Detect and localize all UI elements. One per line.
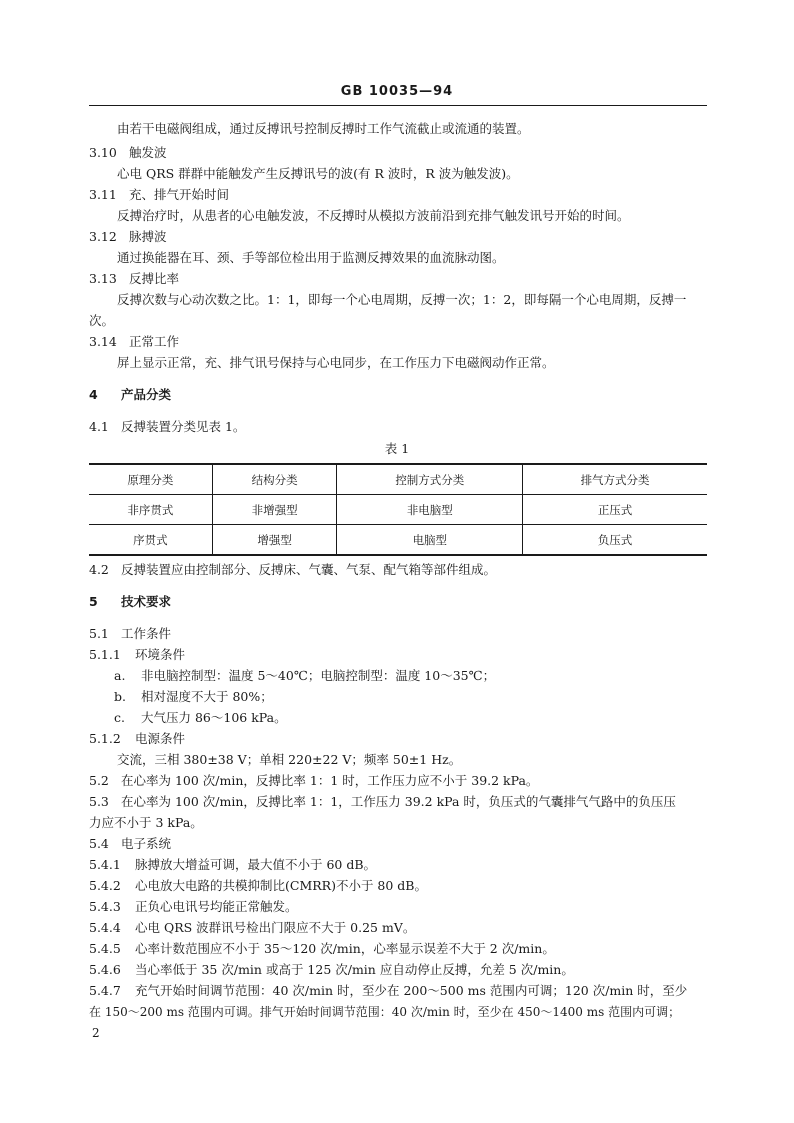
list-label: a. — [114, 668, 126, 683]
section-number: 5.4.2 — [89, 878, 121, 893]
paragraph-line: 交流，三相 380±38 V；单相 220±22 V；频率 50±1 Hz。 — [117, 752, 462, 767]
section-number: 3.12 — [89, 229, 117, 244]
list-text: 非电脑控制型：温度 5～40℃；电脑控制型：温度 10～35℃； — [141, 668, 496, 683]
section-heading-3-14 — [89, 334, 179, 350]
document-header: GB 10035—94 — [340, 84, 454, 99]
clause-title: 环境条件 — [135, 647, 186, 662]
clause-title: 电源条件 — [135, 731, 186, 746]
section-title: 触发波 — [129, 145, 167, 160]
section-heading-3-12 — [89, 229, 167, 245]
list-text: 相对湿度不大于 80%； — [141, 689, 273, 704]
clause-text: 充气开始时间调节范围：40 次/min 时，至少在 200～500 ms 范围内可调；120 次/min 时，至少 — [135, 983, 688, 998]
paragraph-line: 力应不小于 3 kPa。 — [89, 815, 203, 830]
clause-5-4-5 — [89, 941, 555, 957]
section-heading-3-10 — [89, 145, 167, 161]
clause-5-4-2 — [89, 878, 427, 894]
table-header-cell: 原理分类 — [89, 464, 212, 495]
clause-text: 在心率为 100 次/min，反搏比率 1：1，工作压力 39.2 kPa 时，负压式的气囊排气气路中的负压压 — [121, 794, 676, 809]
clause-text: 当心率低于 35 次/min 或高于 125 次/min 应自动停止反搏，允差 5 次/min。 — [135, 962, 574, 977]
section-number: 5.1.2 — [89, 731, 121, 746]
clause-5-1-1 — [89, 647, 185, 663]
section-number: 3.10 — [89, 145, 117, 160]
clause-text: 心率计数范围应不小于 35～120 次/min，心率显示误差不大于 2 次/min。 — [135, 941, 555, 956]
clause-text: 反搏装置应由控制部分、反搏床、气囊、气泵、配气箱等部件组成。 — [121, 562, 497, 577]
clause-5-1-2 — [89, 731, 185, 747]
section-title: 充、排气开始时间 — [129, 187, 230, 202]
paragraph-line: 通过换能器在耳、颈、手等部位检出用于监测反搏效果的血流脉动图。 — [117, 250, 505, 265]
table-row — [89, 495, 707, 525]
clause-text: 在心率为 100 次/min，反搏比率 1：1 时，工作压力应不小于 39.2 kPa。 — [121, 773, 539, 788]
section-heading-3-13 — [89, 271, 179, 287]
paragraph-line: 在 150～200 ms 范围内可调。排气开始时间调节范围：40 次/min 时，至少在 450～1400 ms 范围内可调； — [89, 1005, 681, 1019]
table-cell: 非电脑型 — [337, 495, 523, 525]
section-number: 5.4 — [89, 836, 109, 851]
list-item-a — [114, 668, 495, 684]
table-row — [89, 525, 707, 556]
table-header-cell: 排气方式分类 — [523, 464, 707, 495]
clause-text: 心电 QRS 波群讯号检出门限应不大于 0.25 mV。 — [135, 920, 416, 935]
list-text: 大气压力 86～106 kPa。 — [141, 710, 287, 725]
table-cell: 序贯式 — [89, 525, 212, 556]
clause-5-4 — [89, 836, 171, 852]
paragraph-line: 反搏次数与心动次数之比。1：1，即每一个心电周期，反搏一次；1：2，即每隔一个心电周期，反搏一 — [117, 292, 687, 307]
paragraph-line: 由若干电磁阀组成，通过反搏讯号控制反搏时工作气流截止或流通的装置。 — [117, 121, 530, 136]
section-title: 产品分类 — [121, 387, 172, 402]
table-header-cell: 控制方式分类 — [337, 464, 523, 495]
table-cell: 非增强型 — [212, 495, 337, 525]
clause-5-4-1 — [89, 857, 376, 873]
clause-4-1 — [89, 419, 245, 435]
list-item-c — [114, 710, 287, 726]
clause-text: 脉搏放大增益可调，最大值不小于 60 dB。 — [135, 857, 377, 872]
table-header-cell: 结构分类 — [212, 464, 337, 495]
section-number: 3.13 — [89, 271, 117, 286]
clause-5-4-3 — [89, 899, 298, 915]
clause-text: 反搏装置分类见表 1。 — [121, 419, 246, 434]
section-number: 4 — [89, 387, 98, 402]
section-heading-3-11 — [89, 187, 229, 203]
clause-4-2 — [89, 562, 496, 578]
list-label: c. — [114, 710, 125, 725]
section-number: 3.14 — [89, 334, 117, 349]
section-heading-5 — [89, 594, 171, 610]
section-number: 4.1 — [89, 419, 109, 434]
list-item-b — [114, 689, 273, 705]
paragraph-line: 次。 — [89, 313, 115, 328]
clause-5-3 — [89, 794, 676, 810]
section-number: 5.4.7 — [89, 983, 121, 998]
table-cell: 负压式 — [523, 525, 707, 556]
header-rule — [89, 105, 707, 106]
section-number: 5.4.1 — [89, 857, 121, 872]
clause-text: 正负心电讯号均能正常触发。 — [135, 899, 298, 914]
page-number: 2 — [92, 1026, 100, 1040]
table-header-row — [89, 464, 707, 495]
section-number: 3.11 — [89, 187, 117, 202]
clause-title: 电子系统 — [121, 836, 172, 851]
table-cell: 非序贯式 — [127, 502, 174, 517]
paragraph-line: 屏上显示正常，充、排气讯号保持与心电同步，在工作压力下电磁阀动作正常。 — [117, 355, 555, 370]
clause-5-1 — [89, 626, 171, 642]
section-number: 4.2 — [89, 562, 109, 577]
section-heading-4 — [89, 387, 171, 403]
table-cell: 电脑型 — [337, 525, 523, 556]
section-number: 5.2 — [89, 773, 109, 788]
clause-title: 工作条件 — [121, 626, 172, 641]
table-cell: 增强型 — [212, 525, 337, 556]
section-title: 正常工作 — [129, 334, 180, 349]
paragraph-line: 心电 QRS 群群中能触发产生反搏讯号的波(有 R 波时，R 波为触发波)。 — [117, 166, 519, 181]
section-number: 5.1.1 — [89, 647, 121, 662]
section-number: 5.3 — [89, 794, 109, 809]
clause-5-4-6 — [89, 962, 574, 978]
section-number: 5 — [89, 594, 98, 609]
table-caption: 表 1 — [384, 441, 410, 456]
clause-5-4-4 — [89, 920, 415, 936]
list-label: b. — [114, 689, 126, 704]
section-number: 5.4.4 — [89, 920, 121, 935]
section-title: 脉搏波 — [129, 229, 167, 244]
clause-text: 心电放大电路的共模抑制比(CMRR)不小于 80 dB。 — [135, 878, 427, 893]
clause-5-2 — [89, 773, 538, 789]
paragraph-line: 反搏治疗时，从患者的心电触发波，不反搏时从模拟方波前沿到充排气触发讯号开始的时间。 — [117, 208, 630, 223]
table-cell: 正压式 — [523, 495, 707, 525]
section-number: 5.4.5 — [89, 941, 121, 956]
classification-table — [89, 463, 707, 556]
section-number: 5.4.3 — [89, 899, 121, 914]
section-number: 5.4.6 — [89, 962, 121, 977]
section-number: 5.1 — [89, 626, 109, 641]
clause-5-4-7 — [89, 983, 687, 999]
section-title: 技术要求 — [121, 594, 172, 609]
section-title: 反搏比率 — [129, 271, 180, 286]
